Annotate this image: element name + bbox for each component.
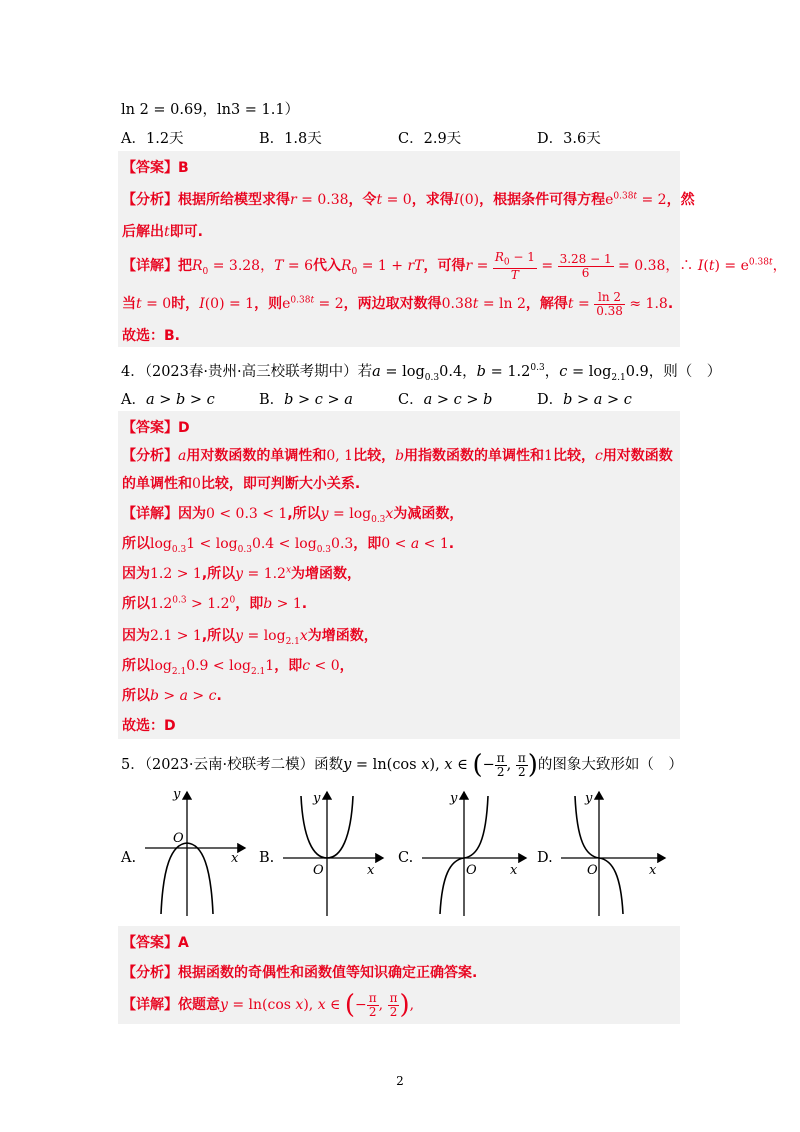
q5-analysis: 【分析】根据函数的奇偶性和函数值等知识确定正确答案. [122,965,478,981]
q4-analysis-line2: 的单调性和0比较，即可判断大小关系. [122,476,361,492]
q5-answer: 【答案】A [122,935,189,951]
q4-conclusion: 故选：D [122,718,176,734]
q4-choice-d: D．b > a > c [537,392,632,408]
q3-given-values: ln 2 = 0.69，ln3 = 1.1） [121,102,300,118]
q4-choice-b: B．b > c > a [259,392,353,408]
q5-d-origin: O [587,863,598,878]
q3-solution-box [118,151,787,347]
q3-choice-a: A．1.2天 [121,131,184,147]
q5-b-x-label: x [367,863,375,878]
q4-analysis-line1: 【分析】a用对数函数的单调性和0, 1比较，b用指数函数的单调性和1比较，c用对数函数 [122,448,673,464]
q5-graph-b [281,788,391,918]
q4-solution-box [118,411,680,739]
q3-choice-b: B．1.8天 [259,131,322,147]
q5-graph-c [420,788,535,918]
q5-a-origin: O [173,831,184,846]
q3-choice-c: C．2.9天 [398,131,462,147]
q5-c-y-label: y [450,791,458,806]
q5-option-a-label: A. [121,850,137,866]
q4-detail-line3: 因为1.2 > 1,所以$y = 1.2^x$为增函数， [122,565,362,582]
q4-stem: 4．（2023春·贵州·高三校联考期中）若$a = \log_{0.3}0.4$，$b = 1.2^{0.3}$，$c = \log_{2.1}0.9$，则（ ） [121,363,722,383]
page-number: 2 [396,1074,404,1088]
q3-detail-line2: 当t = 0时，I(0) = 1，则$e^{0.38t} = 2$，两边取对数得0.38t = ln 2，解得t = $\frac{\ln 2}{0.38}$ ≈ 1.8. [122,290,674,318]
q4-answer: 【答案】D [122,420,190,436]
q5-b-y-label: y [313,791,321,806]
q5-option-d-label: D. [537,850,553,866]
q5-detail-line1: 【详解】依题意y = ln(cos x), x ∈ (− $\frac{\pi}{2}$ , $\frac{\pi}{2}$ ), [122,990,415,1021]
q4-detail-line4: 所以$1.2^{0.3} > 1.2^0$，即b > 1. [122,595,308,612]
q5-a-y-label: y [173,788,181,802]
q3-analysis-line1: 【分析】根据所给模型求得r = 0.38，令t = 0，求得I(0)，根据条件可得方程$e^{0.38t} = 2$，然 [122,191,695,208]
q5-option-c-label: C. [398,850,414,866]
q3-conclusion: 故选：B. [122,328,180,344]
q3-choice-d: D．3.6天 [537,131,601,147]
q4-detail-line2: 所以$\log_{0.3}1 < \log_{0.3}0.4 < \log_{0.3}0.3$，即0 < a < 1. [122,536,455,555]
q5-a-x-label: x [231,851,239,866]
q5-c-x-label: x [510,863,518,878]
q4-detail-line6: 所以$\log_{2.1}0.9 < \log_{2.1}1$，即c < 0， [122,658,354,677]
q5-option-b-label: B. [259,850,275,866]
q5-d-x-label: x [649,863,657,878]
q5-graph-d [559,788,674,918]
q5-c-origin: O [466,863,477,878]
q5-solution-box [118,926,680,1024]
q3-detail-line1: 【详解】把$R_0 = 3.28$，T = 6代入$R_0 = 1$ + rT，可得r = $\frac{R_0 - 1}{T}$ = $\frac{3.28 - 1}{6}$ = 0.38，∴ $I(t) = e^{0.38t}$， [122,250,787,282]
q4-choice-c: C．a > c > b [398,392,493,408]
q5-d-y-label: y [585,791,593,806]
q3-answer: 【答案】B [122,160,189,176]
q5-graph-a [143,788,253,918]
q5-b-origin: O [313,863,324,878]
q4-choice-a: A．a > b > c [121,392,215,408]
q4-detail-line5: 因为2.1 > 1,所以$y = \log_{2.1}x$为增函数， [122,628,378,647]
q3-analysis-line2: 后解出t即可. [122,224,203,240]
q4-detail-line1: 【详解】因为0 < 0.3 < 1,所以$y = \log_{0.3}x$为减函数， [122,506,464,525]
q5-stem: 5．（2023·云南·校联考二模）函数y = ln(cos x), x ∈ (− $\frac{\pi}{2}$ , $\frac{\pi}{2}$ )的图象大致形如（ ） [121,750,683,781]
q5-graph-options [121,788,681,918]
q4-detail-line7: 所以b > a > c. [122,688,222,704]
